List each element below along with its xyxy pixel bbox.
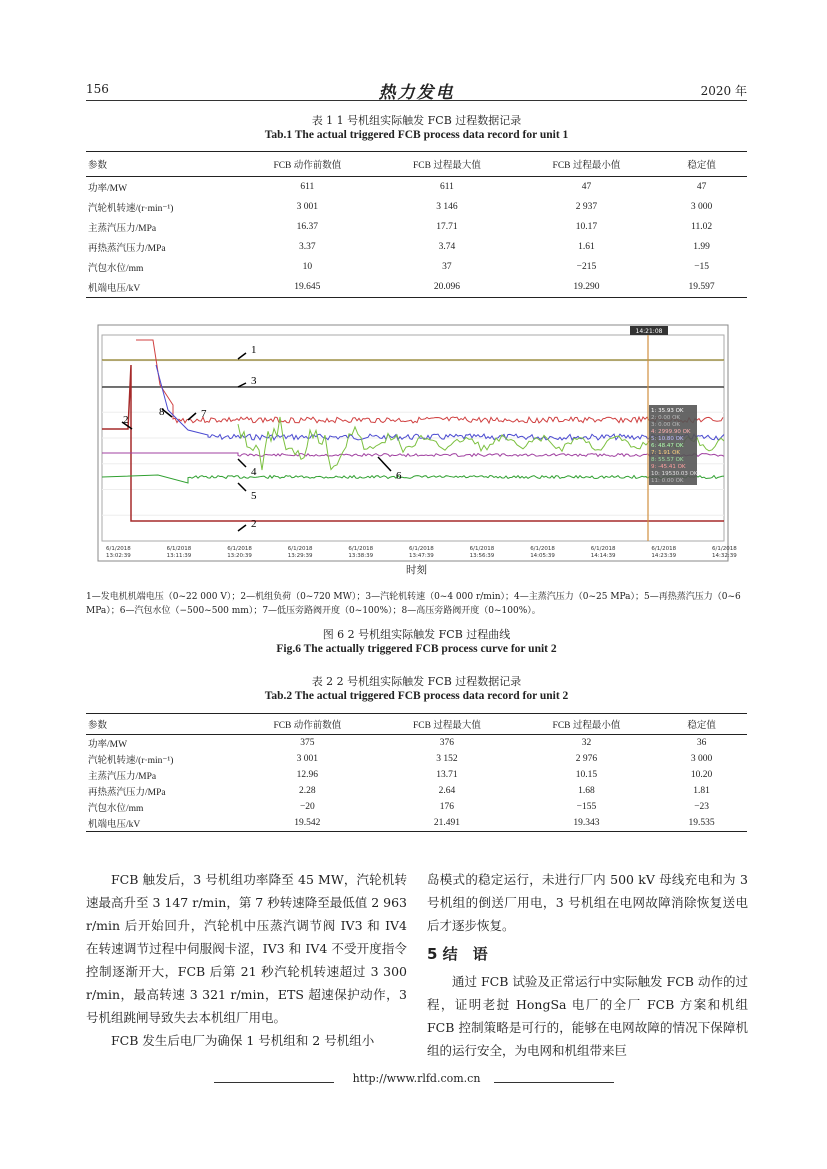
table-row (86, 735, 747, 752)
journal-title: 热力发电 (378, 83, 455, 103)
table-cell: 611 (300, 182, 315, 192)
table-cell: 19.535 (656, 815, 747, 832)
section-heading: 5 结 语 (427, 945, 488, 963)
footer-url: http://www.rlfd.com.cn (352, 1072, 481, 1085)
curve-label: 3 (251, 375, 257, 387)
table-cell: 32 (581, 738, 592, 748)
table-cell: 机端电压/kV (86, 815, 238, 832)
table-row (86, 783, 747, 799)
table1-caption (86, 113, 747, 143)
x-tick-label: 14:05:39 (530, 553, 555, 559)
curve-label: 8 (159, 406, 165, 418)
paragraph: 通过 FCB 试验及正常运行中实际触发 FCB 动作的过程，证明老挝 HongSa 电厂的全厂 FCB 方案和机组 FCB 控制策略是可行的，能够在电网故障的情况下保障机组的运行安全，为电网和机组带来巨 (427, 974, 748, 1058)
table-row (86, 815, 747, 832)
x-tick-label: 13:20:39 (227, 553, 252, 559)
x-tick-label: 14:32:39 (712, 553, 737, 559)
table-cell: 3.74 (438, 242, 456, 252)
table-cell: 汽包水位/mm (88, 804, 144, 814)
readout-line: 4: 2999.90 OK (651, 429, 691, 435)
paragraph: 岛模式的稳定运行，未进行厂内 500 kV 母线充电和为 3 号机组的倒送厂用电，3 号机组在电网故障消除恢复送电后才逐步恢复。 (427, 872, 748, 933)
year: 2020 年 (700, 84, 747, 98)
figure-caption (86, 627, 747, 657)
page-number: 156 (86, 82, 109, 96)
table-cell: 19.542 (238, 815, 378, 832)
paragraph: FCB 触发后，3 号机组功率降至 45 MW，汽轮机转速最高升至 3 147 r/min，第 7 秒转速降至最低值 2 963 r/min 后开始回升，汽轮机中压蒸汽调节阀 IV3 和 IV4 在转速调节过程中伺服阀卡涩，IV3 和 IV4 不受开度指令控制逐渐开大，FCB 后第 21 秒汽轮机转速超过 3 300 r/min，最高转速 3 321 r/min，ETS 超速保护动作，3 号机组跳闸导致失去本机组厂用电。 (86, 872, 407, 1025)
table-cell: 3 152 (436, 754, 458, 764)
table-cell: 11.02 (691, 222, 713, 232)
x-tick-label: 6/1/2018 (348, 546, 374, 552)
x-axis-title: 时刻 (406, 564, 427, 576)
table-cell: 3.37 (299, 242, 316, 252)
x-tick-label: 13:56:39 (469, 553, 495, 559)
table-cell: 再热蒸汽压力/MPa (88, 788, 166, 798)
table-cell: 13.71 (436, 770, 458, 780)
x-tick-label: 13:47:39 (409, 553, 434, 559)
table-cell: 2.28 (299, 786, 316, 796)
table-row (86, 751, 747, 767)
table2 (86, 713, 747, 832)
table-header-cell: 参数 (86, 152, 238, 177)
figure-legend: 1—发电机机端电压（0~22 000 V）；2—机组负荷（0~720 MW）；3—汽轮机转速（0~4 000 r/min）；4—主蒸汽压力（0~25 MPa）；5—再热蒸汽压力（0~6 MPa）；6—汽包水位（−500~500 mm）；7—低压旁路阀开度（0~100%）；8—高压旁路阀开度（0~100%）。 (86, 592, 741, 616)
x-tick-label: 6/1/2018 (287, 546, 313, 552)
table-header-cell: FCB 过程最大值 (377, 714, 517, 735)
readout-line: 11: 0.00 OK (651, 478, 684, 484)
readout-line: 6: 48.47 OK (651, 443, 684, 449)
x-tick-label: 6/1/2018 (469, 546, 495, 552)
x-tick-label: 13:02:39 (106, 553, 131, 559)
table-row (86, 237, 747, 257)
table1-caption-cn: 表 1 1 号机组实际触发 FCB 过程数据记录 (311, 114, 522, 127)
table-row (86, 257, 747, 277)
table-cell: 20.096 (377, 277, 517, 298)
curve-label: 7 (201, 408, 207, 420)
table2-caption-cn: 表 2 2 号机组实际触发 FCB 过程数据记录 (311, 675, 522, 688)
table-cell: 47 (581, 182, 592, 192)
readout-line: 1: 35.93 OK (651, 408, 684, 414)
paragraph: FCB 发生后电厂为确保 1 号机组和 2 号机组小 (111, 1033, 375, 1048)
table-cell: 功率/MW (88, 184, 128, 194)
table-cell: −15 (694, 262, 710, 272)
table-cell: 3 146 (436, 202, 458, 212)
cursor-time-label: 14:21:08 (635, 328, 663, 335)
x-tick-label: 13:38:39 (348, 553, 374, 559)
table-cell: 10 (302, 262, 313, 272)
table-row (86, 217, 747, 237)
table-cell: 19.597 (656, 277, 747, 298)
table-cell: −20 (299, 802, 315, 812)
table-row (86, 197, 747, 217)
table-cell: 1.99 (693, 242, 710, 252)
readout-line: 5: 10.80 OK (651, 436, 684, 442)
table1-caption-en: Tab.1 The actual triggered FCB process data record for unit 1 (264, 129, 569, 141)
readout-line: 7: 1.91 OK (651, 450, 681, 456)
table-header-cell: FCB 过程最小值 (517, 152, 657, 177)
table-cell: 1.61 (578, 242, 595, 252)
table-cell: 3 001 (296, 754, 319, 764)
process-curve-chart (98, 325, 737, 561)
x-tick-label: 6/1/2018 (409, 546, 434, 552)
table-row (86, 277, 747, 298)
figure-caption-en: Fig.6 The actually triggered FCB process curve for unit 2 (276, 643, 557, 655)
x-tick-label: 13:11:39 (166, 553, 192, 559)
process-curve-figure (98, 325, 737, 561)
table-row (86, 767, 747, 783)
table-header-cell: 稳定值 (656, 152, 747, 177)
table-cell: 21.491 (377, 815, 517, 832)
figure-caption-cn: 图 6 2 号机组实际触发 FCB 过程曲线 (322, 628, 511, 641)
x-tick-label: 14:14:39 (590, 553, 616, 559)
table-header-cell: FCB 过程最大值 (377, 152, 517, 177)
page-header (86, 80, 747, 103)
table-cell: 3 000 (690, 754, 713, 764)
curve-label: 2 (123, 414, 129, 426)
table-cell: 主蒸汽压力/MPa (88, 224, 157, 234)
table1 (86, 151, 747, 298)
x-tick-label: 14:23:39 (651, 553, 677, 559)
left-column (86, 868, 407, 1052)
table-header-cell: FCB 动作前数值 (238, 714, 378, 735)
table-header-cell: 稳定值 (656, 714, 747, 735)
curve-label: 5 (251, 490, 257, 502)
table-cell: 汽包水位/mm (88, 264, 144, 274)
table-cell: 1.81 (693, 786, 710, 796)
table-cell: 3 000 (690, 202, 713, 212)
table-cell: 376 (439, 738, 455, 748)
table-cell: 10.17 (575, 222, 598, 232)
table-cell: 主蒸汽压力/MPa (88, 772, 157, 782)
curve-label: 1 (251, 344, 257, 356)
table-cell: 功率/MW (88, 740, 128, 750)
curve-label: 6 (396, 470, 402, 482)
table-cell: 2 937 (575, 202, 598, 212)
table-cell: 16.37 (296, 222, 319, 232)
table-cell: 611 (439, 182, 454, 192)
right-column (427, 868, 748, 1062)
table-cell: 机端电压/kV (86, 277, 238, 298)
table-cell: 17.71 (436, 222, 458, 232)
x-tick-label: 6/1/2018 (530, 546, 555, 552)
table2-caption-en: Tab.2 The actual triggered FCB process data record for unit 2 (264, 690, 569, 702)
table-cell: 2 976 (575, 754, 598, 764)
x-tick-label: 6/1/2018 (651, 546, 677, 552)
readout-line: 2: 0.00 OK (651, 415, 681, 421)
readout-line: 8: 55.57 OK (651, 457, 684, 463)
table-row (86, 177, 747, 198)
table2-caption (86, 674, 747, 704)
table-cell: 19.645 (238, 277, 378, 298)
table-cell: 375 (300, 738, 315, 748)
x-tick-label: 13:29:39 (287, 553, 313, 559)
table-cell: 1.68 (578, 786, 595, 796)
table-header-cell: FCB 过程最小值 (517, 714, 657, 735)
curve-label: 4 (251, 466, 257, 478)
table-header-cell: 参数 (86, 714, 238, 735)
x-tick-label: 6/1/2018 (227, 546, 252, 552)
header-rule (86, 100, 747, 101)
table-cell: −23 (694, 802, 710, 812)
table-cell: 汽轮机转速/(r·min⁻¹) (88, 204, 174, 214)
curve-label: 2 (251, 518, 257, 530)
table-cell: 2.64 (438, 786, 456, 796)
x-tick-label: 6/1/2018 (712, 546, 737, 552)
readout-line: 9: -45.41 OK (651, 464, 686, 470)
table-cell: 19.343 (517, 815, 657, 832)
table-cell: −215 (576, 262, 597, 272)
table-header-cell: FCB 动作前数值 (238, 152, 378, 177)
table-cell: 再热蒸汽压力/MPa (88, 244, 166, 254)
table-row (86, 799, 747, 815)
table-cell: 10.15 (575, 770, 598, 780)
table-cell: 19.290 (517, 277, 657, 298)
table-cell: 37 (442, 262, 452, 272)
x-tick-label: 6/1/2018 (106, 546, 131, 552)
table-cell: 汽轮机转速/(r·min⁻¹) (88, 756, 174, 766)
table-cell: −155 (576, 802, 597, 812)
table-cell: 36 (696, 738, 707, 748)
x-tick-label: 6/1/2018 (166, 546, 192, 552)
x-tick-label: 6/1/2018 (590, 546, 616, 552)
readout-line: 3: 0.00 OK (651, 422, 681, 428)
readout-line: 10: 19530.03 OK (651, 471, 698, 477)
table-cell: 3 001 (296, 202, 319, 212)
table-cell: 176 (439, 802, 455, 812)
table-cell: 12.96 (296, 770, 319, 780)
table-cell: 47 (696, 182, 707, 192)
table-cell: 10.20 (690, 770, 713, 780)
